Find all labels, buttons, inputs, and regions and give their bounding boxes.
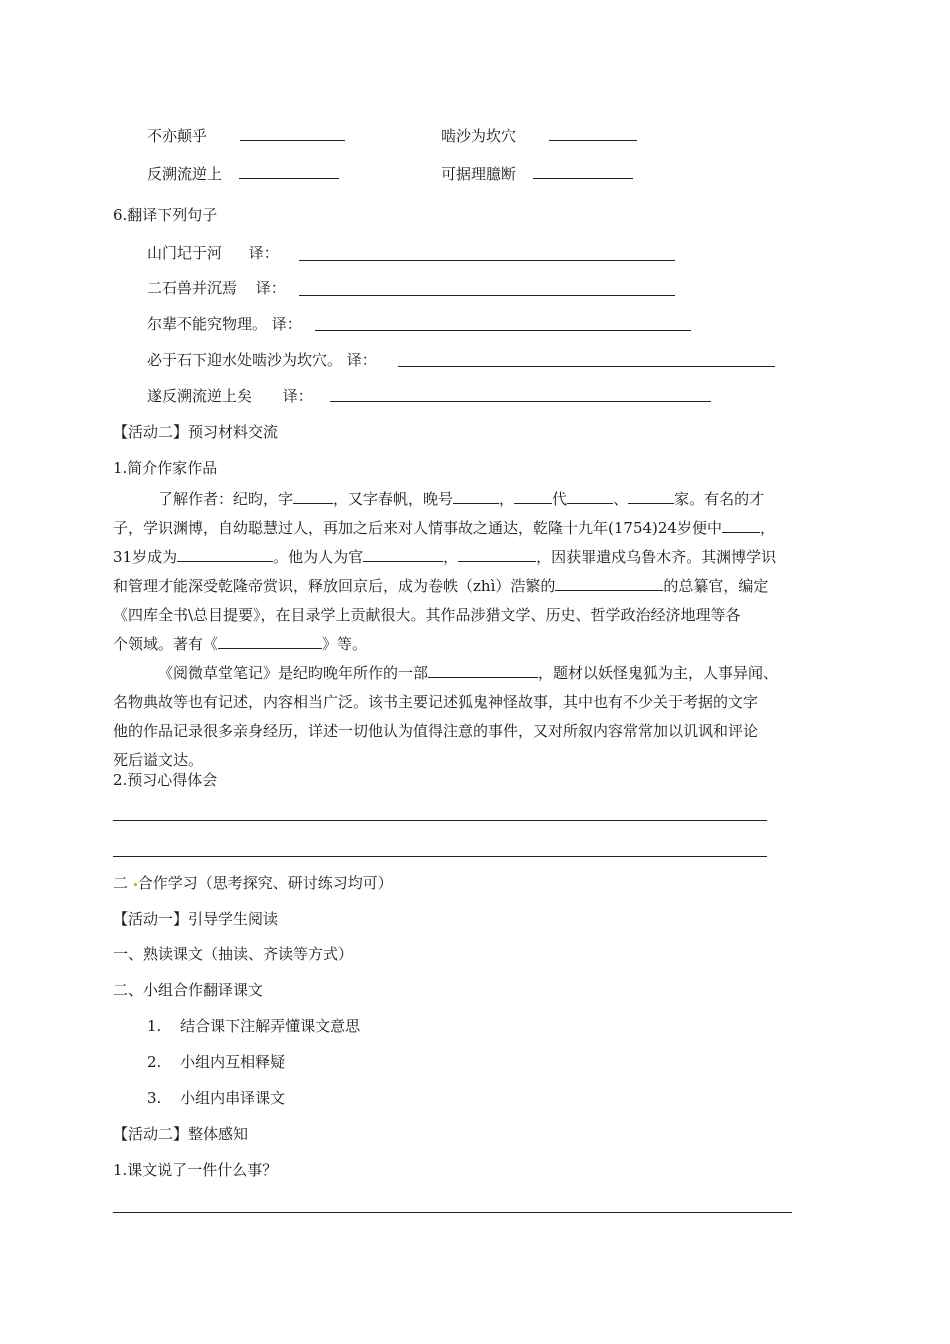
text: 他的作品记录很多亲身经历，详述一切他认为值得注意的事件，又对所叙内容常常加以讥讽和评论 (113, 722, 759, 740)
source-sentence: 必于石下迎水处啮沙为坎穴。 (147, 351, 343, 369)
answer-blank[interactable] (458, 547, 536, 562)
vocab-text: 啮沙为坎穴 (441, 127, 517, 145)
answer-blank[interactable] (453, 489, 499, 504)
q2-title: 2.预习心得体会 (113, 771, 218, 789)
activity-1-heading: 【活动一】引导学生阅读 (113, 910, 279, 928)
text: 。他为人为官 (273, 548, 364, 566)
list-item: 一、熟读课文（抽读、齐读等方式） (113, 945, 354, 963)
text: 名物典故等也有记述，内容相当广泛。该书主要记述狐鬼神怪故事，其中也有不少关于考据的文字 (113, 693, 759, 711)
activity-2-heading: 【活动二】预习材料交流 (113, 423, 279, 441)
source-sentence: 遂反溯流逆上矣 (147, 387, 253, 405)
answer-line[interactable] (315, 330, 691, 331)
text: 31岁成为 (113, 548, 178, 566)
text: 家。有名的才 (674, 490, 765, 508)
text: ，又字春帆，晚号 (333, 490, 454, 508)
answer-blank[interactable] (218, 634, 322, 649)
section-2-heading (113, 873, 393, 893)
text: 的总纂官，编定 (663, 577, 769, 595)
step-number: 1. (147, 1017, 162, 1035)
vocab-text: 反溯流逆上 (147, 165, 223, 183)
translate-item (147, 350, 377, 370)
answer-line[interactable] (113, 856, 767, 857)
vocab-item (441, 126, 637, 146)
answer-blank[interactable] (293, 489, 333, 504)
answer-blank[interactable] (533, 164, 633, 179)
answer-blank[interactable] (514, 489, 552, 504)
answer-line[interactable] (113, 820, 767, 821)
text: ， (759, 519, 775, 537)
answer-blank[interactable] (239, 164, 339, 179)
answer-line[interactable] (330, 401, 711, 402)
source-sentence: 尔辈不能究物理。 (147, 315, 268, 333)
answer-line[interactable] (299, 260, 675, 261)
text: 二 (113, 874, 129, 892)
translate-label: 译： (346, 351, 377, 369)
answer-blank[interactable] (555, 576, 663, 591)
answer-blank[interactable] (363, 547, 443, 562)
text: 《四库全书\总目提要》，在目录学上贡献很大。其作品涉猎文学、历史、哲学政治经济地理等各 (113, 606, 741, 624)
vocab-text: 不亦颠乎 (147, 127, 208, 145)
activity-2-overview-heading: 【活动二】整体感知 (113, 1125, 249, 1143)
translate-item (147, 386, 313, 406)
text: 、 (613, 490, 629, 508)
step-item (147, 1052, 285, 1072)
step-text: 小组内互相释疑 (180, 1053, 286, 1071)
translate-label: 译： (282, 387, 313, 405)
text: 子，学识渊博，自幼聪慧过人，再加之后来对人情事故之通达，乾隆十九年(1754)24岁便中 (113, 519, 722, 537)
vocab-item (441, 164, 633, 184)
step-item (147, 1016, 360, 1036)
answer-blank[interactable] (428, 663, 538, 678)
step-item (147, 1088, 285, 1108)
question-6-title: 6.翻译下列句子 (113, 206, 218, 224)
text: 《阅微草堂笔记》是纪昀晚年所作的一部 (158, 664, 429, 682)
answer-blank[interactable] (177, 547, 273, 562)
vocab-text: 可据理臆断 (441, 165, 517, 183)
answer-blank[interactable] (567, 489, 613, 504)
text: 代 (552, 490, 568, 508)
answer-blank[interactable] (549, 126, 637, 141)
text: 个领域。著有《 (113, 635, 219, 653)
step-text: 小组内串译课文 (180, 1089, 286, 1107)
step-number: 2. (147, 1053, 162, 1071)
list-item: 二、小组合作翻译课文 (113, 981, 264, 999)
answer-line[interactable] (299, 295, 675, 296)
text: ，因获罪遣戍乌鲁木齐。其渊博学识 (536, 548, 777, 566)
text: ， (499, 490, 515, 508)
text: 了解作者：纪昀，字 (158, 490, 294, 508)
answer-blank[interactable] (240, 126, 345, 141)
source-sentence: 二石兽并沉焉 (147, 279, 238, 297)
text: 死后谥文达。 (113, 751, 204, 769)
source-sentence: 山门圮于河 (147, 244, 223, 262)
author-intro-paragraph (113, 485, 843, 775)
mark-icon (134, 883, 137, 886)
text: 合作学习（思考探究、研讨练习均可） (137, 874, 393, 892)
answer-line[interactable] (113, 1212, 792, 1213)
step-text: 结合课下注解弄懂课文意思 (180, 1017, 361, 1035)
q1-title: 1.简介作家作品 (113, 459, 218, 477)
translate-item (147, 278, 286, 298)
vocab-item (147, 164, 339, 184)
vocab-item (147, 126, 345, 146)
answer-blank[interactable] (628, 489, 674, 504)
translate-label: 译： (271, 315, 302, 333)
question-1: 1.课文说了一件什么事？ (113, 1161, 278, 1179)
step-number: 3. (147, 1089, 162, 1107)
translate-item (147, 243, 279, 263)
answer-blank[interactable] (722, 518, 760, 533)
text: 》等。 (322, 635, 368, 653)
text: ， (443, 548, 459, 566)
translate-label: 译： (248, 244, 279, 262)
translate-item (147, 314, 302, 334)
answer-line[interactable] (398, 366, 775, 367)
translate-label: 译： (255, 279, 286, 297)
text: 和管理才能深受乾隆帝赏识，释放回京后，成为卷帙（zhì）浩繁的 (113, 577, 556, 595)
text: ，题材以妖怪鬼狐为主，人事异闻、 (538, 664, 779, 682)
